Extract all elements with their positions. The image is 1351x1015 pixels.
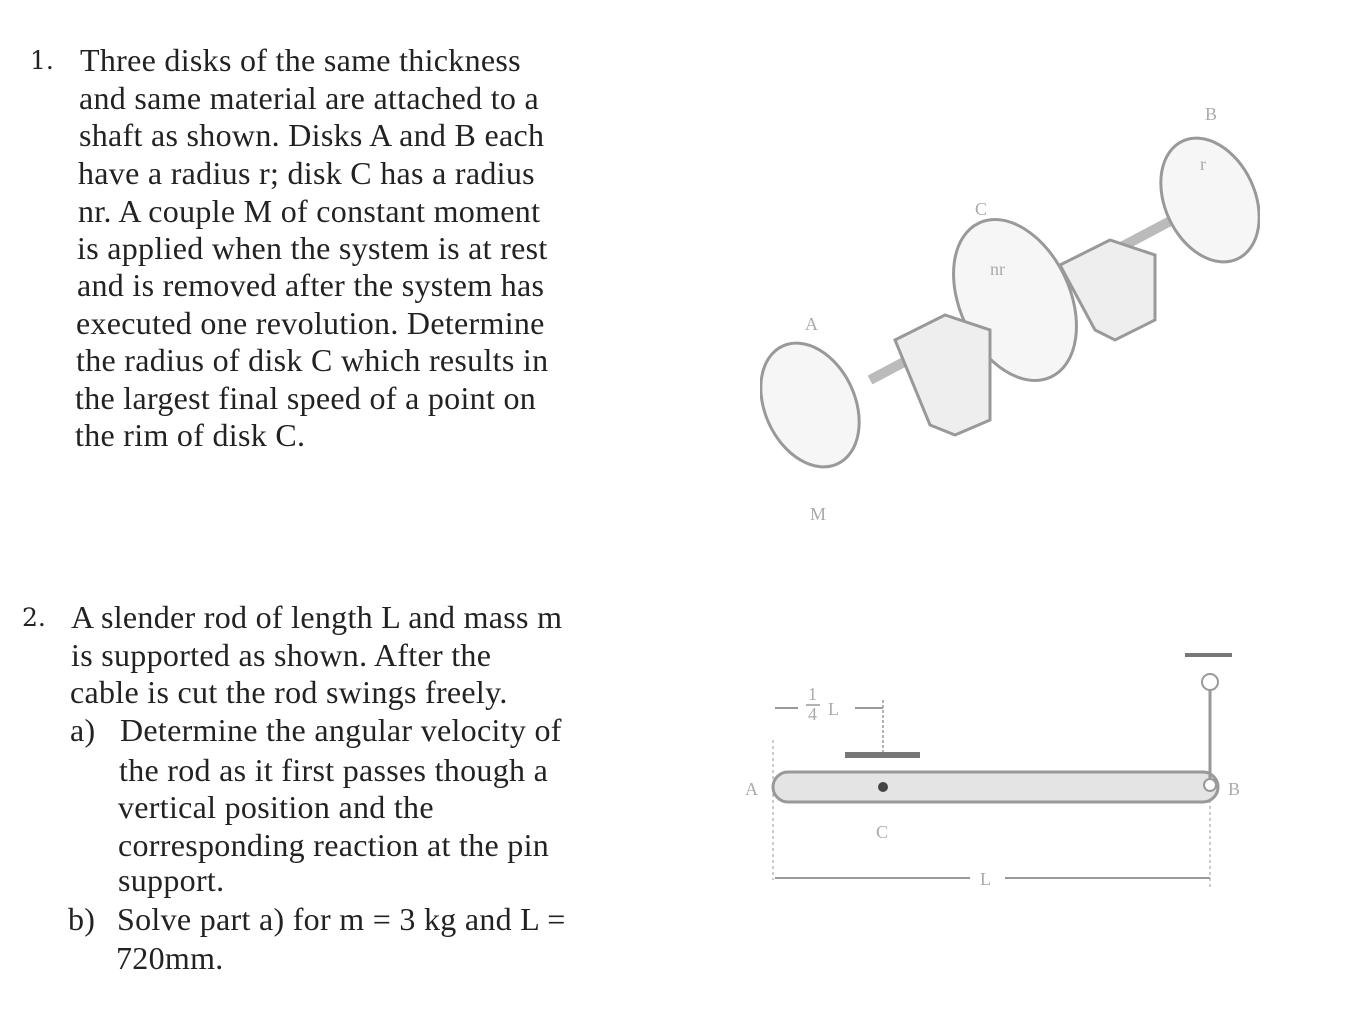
problem-text-line: executed one revolution. Determine — [76, 305, 545, 341]
problem-text-line: the radius of disk C which results in — [76, 342, 549, 378]
shaft-disks-figure — [760, 90, 1260, 530]
problem-text-line: and is removed after the system has — [77, 267, 545, 303]
problem-text-line: A slender rod of length L and mass m — [71, 599, 563, 635]
label-disk-a: A — [805, 314, 818, 334]
problem-text-line: 720mm. — [116, 940, 224, 976]
label-end-b: B — [1228, 779, 1241, 799]
problem-text-line: shaft as shown. Disks A and B each — [79, 117, 545, 153]
problem-number: 1. — [30, 46, 54, 75]
label-moment-m: M — [810, 504, 827, 524]
label-length-l: L — [980, 869, 991, 889]
problem-text-line: cable is cut the rod swings freely. — [70, 674, 508, 710]
problem-text-line: the rod as it first passes though a — [119, 752, 549, 788]
problem-text-line: the rim of disk C. — [75, 417, 306, 453]
label-radius-nr: nr — [990, 259, 1005, 279]
problem-text-line: is applied when the system is at rest — [77, 230, 548, 266]
label-radius-r: r — [1200, 154, 1206, 174]
label-disk-c: C — [975, 199, 988, 219]
fraction-denominator: 4 — [808, 704, 817, 724]
label-pin-c: C — [876, 822, 889, 842]
problem-text-line: and same material are attached to a — [79, 80, 540, 116]
problem-text-line: corresponding reaction at the pin — [118, 827, 550, 863]
problem-text-line: Determine the angular velocity of — [120, 712, 562, 748]
part-marker: b) — [68, 901, 96, 937]
problem-text-line: the largest final speed of a point on — [75, 380, 537, 416]
problem-text-line: have a radius r; disk C has a radius — [78, 155, 535, 191]
problem-text-line: support. — [118, 862, 225, 898]
slender-rod-figure — [740, 640, 1320, 900]
fraction-l: L — [828, 699, 839, 719]
problem-text-line: vertical position and the — [118, 789, 434, 825]
problem-text-line: Solve part a) for m = 3 kg and L = — [117, 901, 566, 937]
label-end-a: A — [745, 779, 758, 799]
label-disk-b: B — [1205, 104, 1218, 124]
part-marker: a) — [70, 712, 96, 748]
fraction-numerator: 1 — [808, 684, 817, 704]
problem-text-line: Three disks of the same thickness — [80, 42, 521, 78]
problem-text-line: nr. A couple M of constant moment — [78, 193, 541, 229]
problem-number: 2. — [22, 603, 46, 632]
problem-text-line: is supported as shown. After the — [71, 637, 492, 673]
